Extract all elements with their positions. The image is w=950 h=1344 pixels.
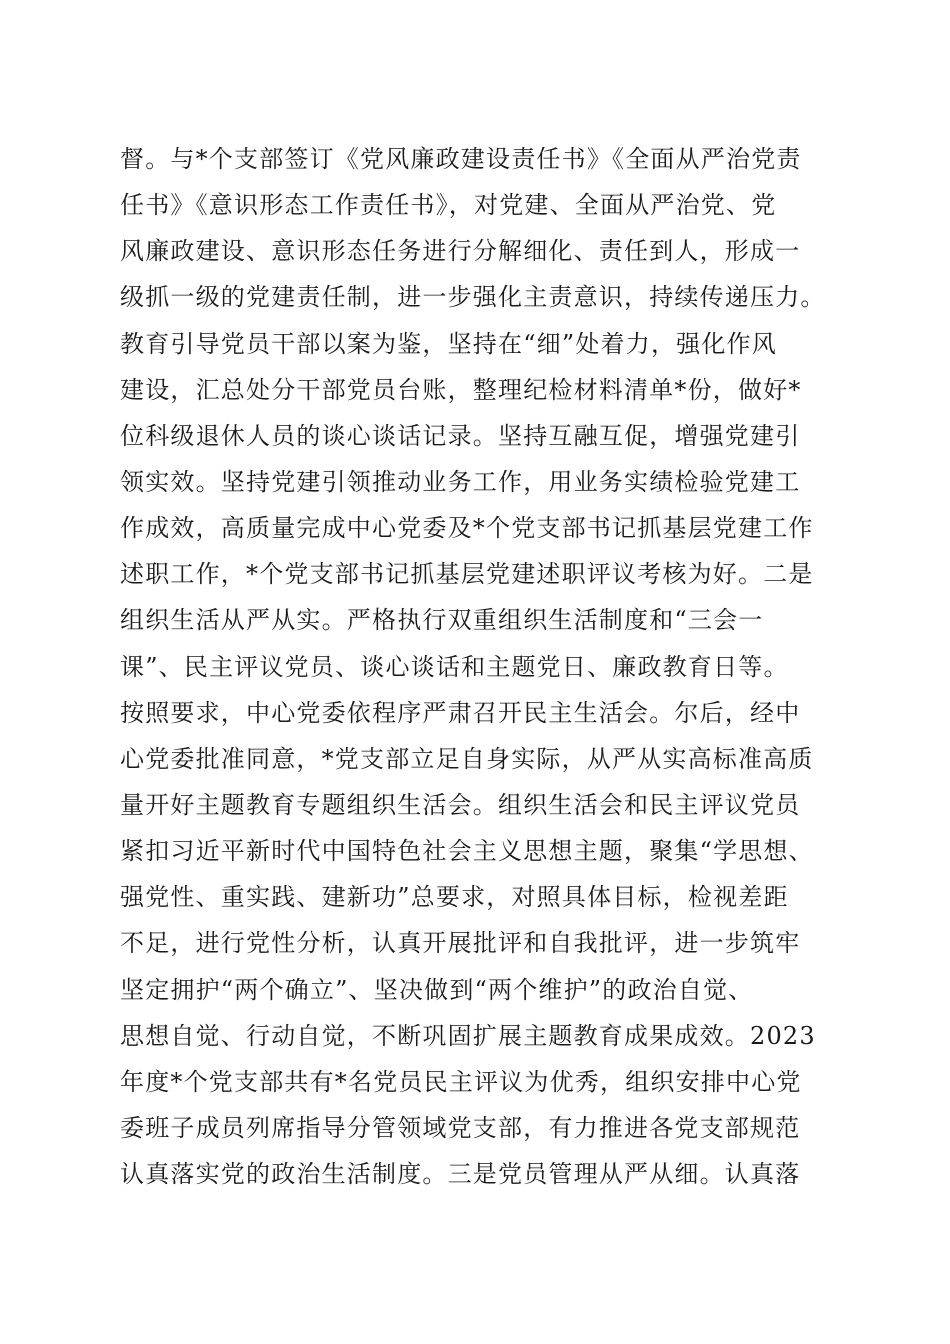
text-line: 督。与*个支部签订《党风廉政建设责任书》《全面从严治党责 bbox=[120, 145, 802, 173]
text-line: 心党委批准同意，*党支部立足自身实际，从严从实高标准高质 bbox=[120, 744, 814, 773]
text-line: 量开好主题教育专题组织生活会。组织生活会和民主评议党员 bbox=[120, 790, 801, 819]
text-line: 委班子成员列席指导分管领域党支部，有力推进各党支部规范 bbox=[120, 1113, 801, 1142]
text-line: 课”、民主评议党员、谈心谈话和主题党日、廉政教育日等。 bbox=[120, 652, 789, 681]
text-line: 作成效，高质量完成中心党委及*个党支部书记抓基层党建工作 bbox=[120, 514, 814, 543]
text-line: 按照要求，中心党委依程序严肃召开民主生活会。尔后，经中 bbox=[120, 698, 801, 727]
text-line: 认真落实党的政治生活制度。三是党员管理从严从细。认真落 bbox=[120, 1160, 801, 1189]
text-line: 思想自觉、行动自觉，不断巩固扩展主题教育成果成效。2023 bbox=[120, 1021, 816, 1050]
text-line: 不足，进行党性分析，认真开展批评和自我批评，进一步筑牢 bbox=[120, 929, 801, 958]
text-line: 风廉政建设、意识形态任务进行分解细化、责任到人，形成一 bbox=[120, 237, 801, 266]
text-line: 强党性、重实践、建新功”总要求，对照具体目标，检视差距 bbox=[120, 883, 789, 912]
text-line: 坚定拥护“两个确立”、坚决做到“两个维护”的政治自觉、 bbox=[120, 975, 754, 1004]
text-line: 组织生活从严从实。严格执行双重组织生活制度和“三会一 bbox=[120, 606, 764, 635]
text-line: 建设，汇总处分干部党员台账，整理纪检材料清单*份，做好* bbox=[120, 375, 802, 404]
text-line: 年度*个党支部共有*名党员民主评议为优秀，组织安排中心党 bbox=[120, 1067, 802, 1096]
text-line: 级抓一级的党建责任制，进一步强化主责意识，持续传递压力。 bbox=[120, 283, 826, 312]
text-line: 领实效。坚持党建引领推动业务工作，用业务实绩检验党建工 bbox=[120, 467, 801, 496]
body-text bbox=[120, 136, 850, 1197]
text-line: 位科级退休人员的谈心谈话记录。坚持互融互促，增强党建引 bbox=[120, 421, 801, 450]
text-line: 述职工作，*个党支部书记抓基层党建述职评议考核为好。二是 bbox=[120, 560, 814, 589]
text-line: 紧扣习近平新时代中国特色社会主义思想主题，聚集“学思想、 bbox=[120, 837, 814, 866]
text-line: 任书》《意识形态工作责任书》，对党建、全面从严治党、党 bbox=[120, 191, 777, 220]
text-line: 教育引导党员干部以案为鉴，坚持在“细”处着力，强化作风 bbox=[120, 329, 777, 358]
